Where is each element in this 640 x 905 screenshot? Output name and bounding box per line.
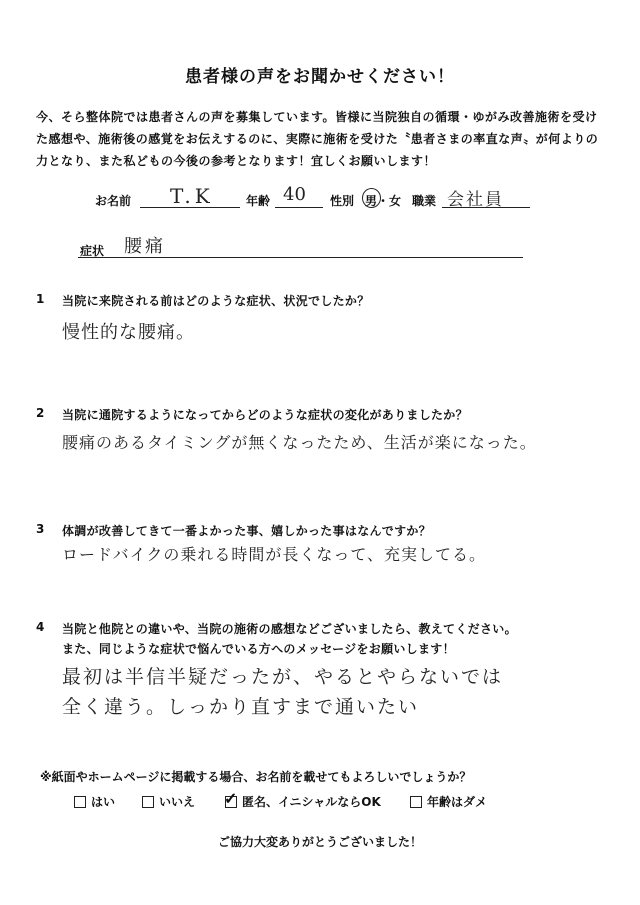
option-no-age[interactable]: [410, 793, 487, 810]
option-no-age-label: 年齢はダメ: [427, 795, 488, 809]
question-4-number: 4: [36, 620, 45, 634]
option-yes[interactable]: [74, 793, 115, 810]
question-1-text: 当院に来院される前はどのような症状、状況でしたか？: [62, 294, 370, 308]
age-label: 年齢: [246, 194, 271, 208]
question-4-answer-line2: 全く違う。しっかり直すまで通いたい: [62, 696, 420, 718]
option-yes-checkbox[interactable]: [74, 796, 86, 808]
symptom-label: 症状: [80, 244, 105, 258]
gender-label: 性別: [330, 194, 355, 208]
question-2-answer: 腰痛のあるタイミングが無くなったため、生活が楽になった。: [62, 433, 537, 452]
question-3-text: 体調が改善してきて一番よかった事、嬉しかった事はなんですか？: [62, 524, 432, 538]
symptom-underline: [78, 257, 523, 258]
job-label: 職業: [412, 194, 437, 208]
check-mark-icon: ✓: [224, 788, 238, 808]
gender-selected-circle: [362, 188, 381, 208]
question-4-answer-line1: 最初は半信半疑だったが、やるとやらないでは: [62, 666, 504, 688]
name-underline: [140, 207, 240, 208]
consent-question: ※紙面やホームページに掲載する場合、お名前を載せてもよろしいでしょうか？: [40, 770, 472, 784]
question-2-text: 当院に通院するようになってからどのような症状の変化がありましたか？: [62, 408, 468, 422]
option-yes-label: はい: [91, 795, 116, 809]
name-value: T.K: [170, 184, 214, 208]
option-anonymous[interactable]: [224, 788, 381, 810]
option-no-age-checkbox[interactable]: [410, 796, 422, 808]
question-2-number: 2: [36, 406, 45, 420]
gender-value: 男・女: [365, 194, 402, 208]
question-1-answer: 慢性的な腰痛。: [62, 322, 195, 343]
question-1-number: 1: [36, 292, 45, 306]
symptom-value: 腰痛: [124, 236, 166, 257]
thanks-message: ご協力大変ありがとうございました！: [217, 835, 422, 849]
question-4-text-line2: また、同じような症状で悩んでいる方へのメッセージをお願いします！: [62, 642, 455, 656]
page-title: 患者様の声をお聞かせください！: [185, 67, 455, 87]
age-value: 40: [283, 184, 306, 205]
question-4-text-line1: 当院と他院との違いや、当院の施術の感想などございましたら、教えてください。: [62, 622, 517, 636]
question-3-answer: ロードバイクの乗れる時間が長くなって、充実してる。: [62, 545, 487, 564]
consent-options: [0, 788, 640, 815]
intro-text: 今、そら整体院では患者さんの声を募集しています。皆様に当院独自の循環・ゆがみ改善施術を受けた感想や、施術後の感覚をお伝えするのに、実際に施術を受けた〝患者さまの率直な声〟が何よりの力となり、また私どもの今後の参考となります！宜しくお願いします！: [36, 110, 599, 168]
option-no-label: いいえ: [159, 795, 196, 809]
name-label: お名前: [95, 194, 132, 208]
option-no[interactable]: [142, 793, 195, 810]
job-underline: [442, 207, 530, 208]
job-value: 会社員: [447, 190, 504, 210]
option-no-checkbox[interactable]: [142, 796, 154, 808]
age-underline: [275, 207, 323, 208]
option-anonymous-checkbox[interactable]: [224, 788, 238, 808]
option-anonymous-label: 匿名、イニシャルならOK: [242, 795, 381, 809]
question-3-number: 3: [36, 522, 45, 536]
